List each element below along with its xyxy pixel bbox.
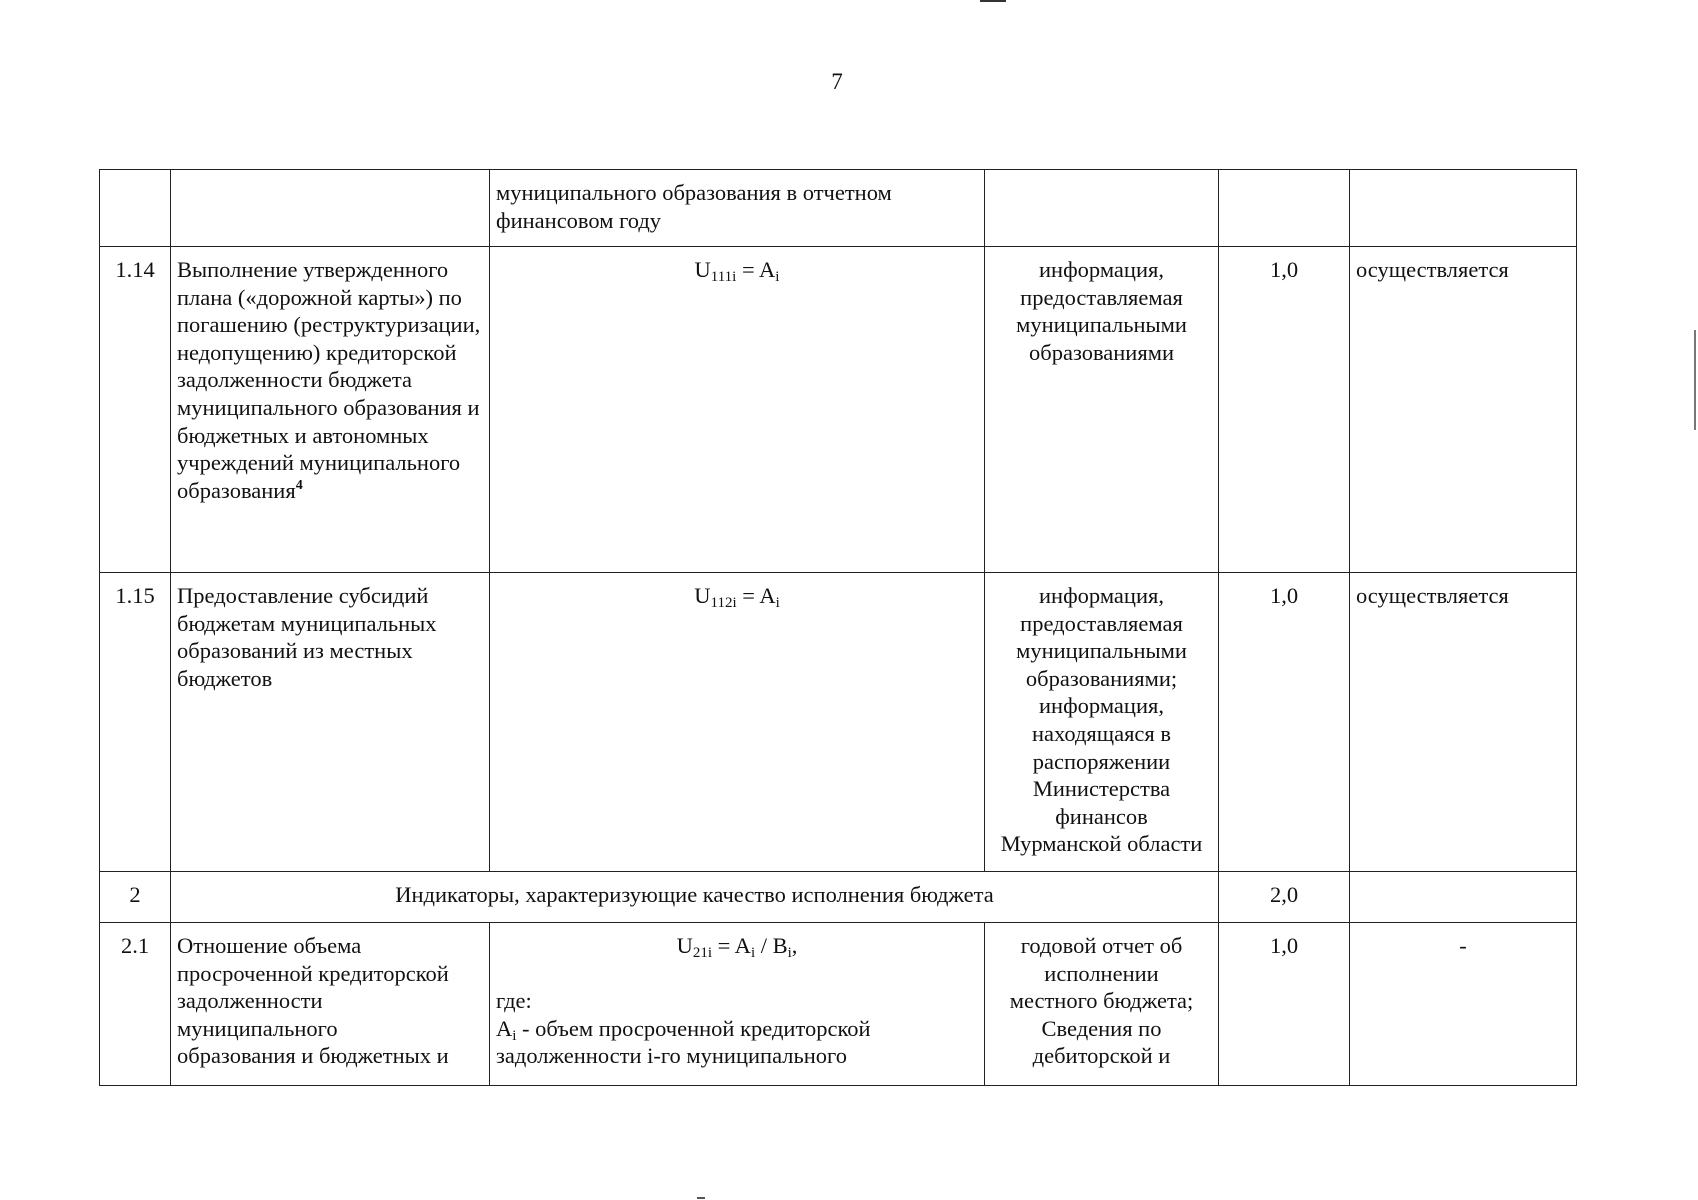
formula-rhs-sub: i bbox=[775, 595, 780, 611]
cell-weight: 1,0 bbox=[1219, 923, 1350, 1086]
source-line: муниципальными bbox=[1016, 638, 1187, 664]
page-top-mark bbox=[980, 0, 1006, 2]
def-a-symbol: A bbox=[496, 1015, 513, 1041]
formula-eq: = A bbox=[736, 257, 776, 282]
source-line: Мурманской области bbox=[1000, 831, 1203, 857]
formula-lhs: U bbox=[676, 933, 693, 958]
cell-weight bbox=[1219, 170, 1350, 247]
definition-a bbox=[496, 1015, 978, 1043]
cell-num: 2.1 bbox=[100, 923, 171, 1086]
cell-num: 2 bbox=[100, 872, 171, 923]
table-row-continuation bbox=[100, 170, 1577, 247]
cell-status: - bbox=[1350, 923, 1577, 1086]
formula-line bbox=[496, 932, 978, 960]
source-line: местного бюджета; bbox=[1009, 988, 1194, 1014]
where-label: где: bbox=[496, 988, 532, 1014]
source-line: находящаяся в bbox=[1031, 720, 1172, 746]
cell-formula bbox=[490, 170, 985, 247]
def-a-text: - объем просроченной кредиторской bbox=[516, 1015, 871, 1041]
table-row-2-1 bbox=[100, 923, 1577, 1086]
source-line: дебиторской и bbox=[1032, 1043, 1171, 1069]
cell-weight: 1,0 bbox=[1219, 247, 1350, 573]
formula-rhs-sub: i bbox=[775, 269, 780, 285]
cell-source bbox=[985, 923, 1219, 1086]
formula-sub: 21i bbox=[692, 945, 712, 961]
formula-sub: 111i bbox=[710, 269, 737, 285]
cell-formula bbox=[490, 923, 985, 1086]
cell-status: осуществляется bbox=[1350, 247, 1577, 573]
source-line: информация, bbox=[1039, 693, 1164, 719]
cell-num bbox=[100, 170, 171, 247]
cell-name: Предоставление субсидий бюджетам муниципальных образований из местных бюджетов bbox=[171, 573, 490, 872]
name-line: Отношение объема bbox=[177, 933, 362, 958]
cell-weight: 1,0 bbox=[1219, 573, 1350, 872]
cell-status bbox=[1350, 170, 1577, 247]
cell-weight: 2,0 bbox=[1219, 872, 1350, 923]
formula-gap bbox=[496, 960, 978, 988]
source-line: предоставляемая bbox=[1020, 610, 1183, 636]
section-title: Индикаторы, характеризующие качество исполнения бюджета bbox=[171, 872, 1219, 923]
formula-eq: = A bbox=[736, 583, 776, 608]
cell-name bbox=[171, 170, 490, 247]
source-line: годовой отчет об bbox=[1020, 933, 1183, 958]
name-line: муниципального bbox=[177, 1015, 338, 1041]
footnote-mark: 4 bbox=[295, 477, 303, 493]
formula-div: / B bbox=[755, 933, 788, 958]
definition-line: задолженности i-го муниципального bbox=[496, 1043, 847, 1069]
indicator-name: Выполнение утвержденного плана («дорожной карты») по погашению (реструктуризации, недопущению) кредиторской задолженности бюджета муниципального образования и бюджетных и автономных учреждений муниципального образования bbox=[177, 257, 481, 503]
scan-edge-mark bbox=[1694, 330, 1696, 430]
cell-formula bbox=[490, 247, 985, 573]
page-bottom-mark bbox=[697, 1197, 705, 1199]
source-line: информация, bbox=[1039, 583, 1164, 608]
formula-b-sub: i bbox=[787, 945, 792, 961]
page-number: 7 bbox=[831, 69, 843, 94]
source-line: образованиями; bbox=[1025, 665, 1178, 691]
formula-lhs: U bbox=[694, 257, 711, 282]
def-a-sub: i bbox=[512, 1027, 517, 1044]
cell-formula bbox=[490, 573, 985, 872]
name-line: просроченной кредиторской bbox=[177, 960, 449, 986]
cell-status bbox=[1350, 872, 1577, 923]
source-line: финансов bbox=[1055, 803, 1148, 829]
source-line: исполнении bbox=[1044, 960, 1159, 986]
source-line: Министерства bbox=[1032, 776, 1171, 802]
cell-source bbox=[985, 573, 1219, 872]
formula-line: муниципального образования в отчетном bbox=[496, 180, 892, 205]
table-row-section-2 bbox=[100, 872, 1577, 923]
name-line: образования и бюджетных и bbox=[177, 1043, 449, 1069]
source-line: распоряжении bbox=[1032, 748, 1171, 774]
cell-source: информация, предоставляемая муниципальными образованиями bbox=[985, 247, 1219, 573]
cell-source bbox=[985, 170, 1219, 247]
cell-name bbox=[171, 247, 490, 573]
formula-sub: 112i bbox=[710, 595, 737, 611]
name-line: задолженности bbox=[177, 988, 323, 1014]
cell-num: 1.14 bbox=[100, 247, 171, 573]
formula-lhs: U bbox=[694, 583, 711, 608]
source-line: Сведения по bbox=[1041, 1015, 1162, 1041]
formula-a-sub: i bbox=[750, 945, 756, 961]
table-row-1-15 bbox=[100, 573, 1577, 872]
cell-status: осуществляется bbox=[1350, 573, 1577, 872]
table-row-1-14 bbox=[100, 247, 1577, 573]
cell-name bbox=[171, 923, 490, 1086]
formula-line: финансовом году bbox=[496, 207, 662, 233]
cell-num: 1.15 bbox=[100, 573, 171, 872]
indicator-table bbox=[99, 169, 1577, 1086]
formula-eq: = A bbox=[711, 933, 751, 958]
formula-tail: , bbox=[791, 933, 798, 958]
